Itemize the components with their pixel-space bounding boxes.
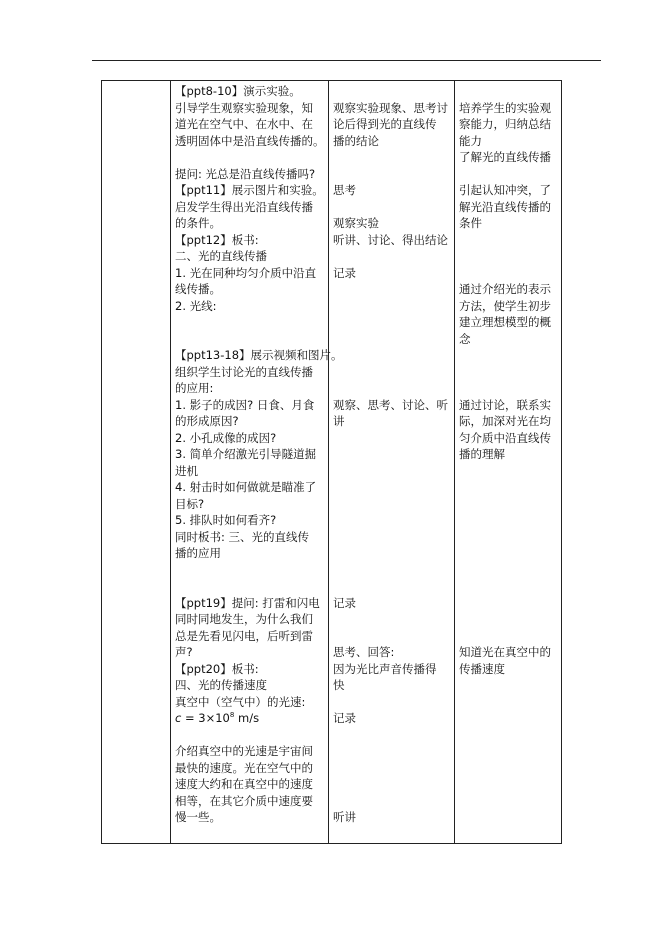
student-text-line: 观察实验	[333, 216, 379, 230]
teacher-text-line: 【ppt19】提问: 打雷和闪电	[175, 595, 320, 610]
intent-text-line	[459, 380, 559, 397]
intent-text-line	[459, 578, 559, 595]
column-divider-1	[170, 81, 171, 843]
teacher-text-line: 相等，在其它介质中速度要	[175, 793, 313, 808]
student-text-line	[333, 496, 455, 513]
teacher-text-line: 提问: 光总是沿直线传播吗?	[175, 166, 316, 181]
student-text-line	[333, 760, 455, 777]
intent-text-line	[459, 364, 559, 381]
intent-text-line: 念	[459, 331, 471, 346]
teacher-text-line	[175, 149, 327, 166]
student-text-line: 记录	[333, 711, 356, 725]
intent-text-line: 方法，使学生初步	[459, 298, 551, 313]
teacher-activity-column	[175, 83, 343, 826]
design-intent-column	[459, 83, 559, 677]
lesson-plan-table	[101, 80, 562, 844]
student-text-line	[333, 529, 455, 546]
intent-text-line	[459, 562, 559, 579]
student-text-line	[333, 512, 455, 529]
student-text-line	[333, 743, 455, 760]
student-text-line: 播的结论	[333, 133, 379, 148]
student-text-line: 思考、回答:	[333, 645, 395, 659]
teacher-text-line: 进机	[175, 463, 198, 478]
student-text-line: 听讲、讨论、得出结论	[333, 232, 448, 247]
intent-text-line: 条件	[459, 216, 482, 230]
student-text-line	[333, 463, 455, 480]
student-text-line	[333, 694, 455, 711]
formula-value: = 3×10	[181, 711, 230, 725]
student-text-line: 观察实验现象、思考讨	[333, 100, 448, 115]
formula-exponent: 8	[229, 711, 235, 719]
student-text-line	[333, 248, 455, 265]
intent-text-line: 匀介质中沿直线传	[459, 430, 551, 445]
intent-text-line: 通过介绍光的表示	[459, 282, 551, 296]
teacher-text-line: 引导学生观察实验现象，知	[175, 100, 313, 115]
student-text-line	[333, 776, 455, 793]
student-text-line	[333, 199, 455, 216]
student-text-line: 因为光比声音传播得	[333, 661, 437, 676]
intent-text-line: 了解光的直线传播	[459, 150, 551, 164]
teacher-text-line: 1. 影子的成因? 日食、月食	[175, 397, 315, 412]
student-text-line: 记录	[333, 265, 356, 280]
teacher-text-line: 2. 小孔成像的成因?	[175, 430, 277, 445]
intent-text-line	[459, 248, 559, 265]
intent-text-line: 能力	[459, 133, 482, 148]
student-text-line	[333, 446, 455, 463]
intent-text-line	[459, 166, 559, 183]
teacher-text-line: 3. 简单介绍激光引导隧道掘	[175, 447, 317, 461]
student-text-line	[333, 727, 455, 744]
teacher-text-line	[175, 331, 327, 348]
student-text-line	[333, 166, 455, 183]
student-text-line: 观察、思考、讨论、听	[333, 397, 448, 412]
student-text-line	[333, 479, 455, 496]
student-text-line	[333, 578, 455, 595]
intent-text-line: 际，加深对光在均	[459, 414, 551, 428]
teacher-text-line: 四、光的传播速度	[175, 678, 267, 692]
intent-text-line: 引起认知冲突，了	[459, 183, 551, 197]
teacher-text-line: 播的应用	[175, 546, 221, 560]
student-text-line: 听讲	[333, 810, 356, 824]
teacher-text-line: 的应用:	[175, 381, 214, 395]
intent-text-line	[459, 611, 559, 628]
teacher-text-line: 【ppt11】展示图片和实验。	[175, 183, 324, 197]
teacher-text-line: 二、光的直线传播	[175, 249, 267, 263]
teacher-text-line: 透明固体中是沿直线传播的。	[175, 133, 325, 148]
teacher-text-line: 总是先看见闪电，后听到雷	[175, 628, 313, 643]
teacher-text-line	[175, 578, 327, 595]
teacher-text-line: 4. 射击时如何做就是瞄准了	[175, 480, 317, 494]
student-text-line	[333, 298, 455, 315]
teacher-text-line: 5. 排队时如何看齐?	[175, 513, 277, 527]
teacher-text-line: 速度大约和在真空中的速度	[175, 777, 313, 791]
teacher-text-line: 线传播。	[175, 282, 221, 296]
intent-text-line: 建立理想模型的概	[459, 315, 551, 329]
teacher-text-line: 道光在空气中、在水中、在	[175, 117, 313, 131]
teacher-text-line: 组织学生讨论光的直线传播	[175, 364, 313, 379]
teacher-text-line: 的条件。	[175, 216, 221, 230]
student-text-line	[333, 562, 455, 579]
intent-text-line	[459, 595, 559, 612]
intent-text-line: 通过讨论，联系实	[459, 397, 551, 412]
teacher-text-line: 的形成原因?	[175, 414, 239, 428]
teacher-text-line: 【ppt13-18】展示视频和图片。	[175, 348, 343, 362]
intent-text-line	[459, 496, 559, 513]
page-header-rule	[92, 60, 601, 61]
teacher-text-line	[175, 562, 327, 579]
student-text-line	[333, 331, 455, 348]
light-speed-formula	[175, 710, 327, 727]
student-text-line: 论后得到光的直线传	[333, 117, 437, 131]
student-text-line	[333, 793, 455, 810]
teacher-text-line: 同时同地发生，为什么我们	[175, 612, 313, 626]
student-text-line	[333, 430, 455, 447]
intent-text-line	[459, 347, 559, 364]
student-text-line: 思考	[333, 183, 356, 197]
intent-text-line: 培养学生的实验观	[459, 100, 551, 115]
intent-text-line	[459, 265, 559, 282]
student-text-line: 快	[333, 678, 345, 692]
student-text-line: 讲	[333, 414, 345, 428]
intent-text-line	[459, 512, 559, 529]
teacher-text-line: 【ppt12】板书:	[175, 232, 259, 247]
intent-text-line	[459, 463, 559, 480]
student-activity-column	[333, 83, 455, 826]
student-text-line	[333, 545, 455, 562]
intent-text-line: 播的理解	[459, 447, 505, 461]
teacher-text-line: 【ppt20】板书:	[175, 661, 259, 676]
column-divider-2	[328, 81, 329, 843]
student-text-line	[333, 347, 455, 364]
student-text-line	[333, 628, 455, 645]
intent-text-line	[459, 545, 559, 562]
teacher-text-line: 慢一些。	[175, 810, 221, 824]
student-text-line	[333, 611, 455, 628]
teacher-text-line	[175, 727, 327, 744]
student-text-line	[333, 149, 455, 166]
intent-text-line: 知道光在真空中的	[459, 645, 551, 659]
teacher-text-line: 同时板书: 三、光的直线传	[175, 529, 310, 544]
teacher-text-line: 1. 光在同种均匀介质中沿直	[175, 265, 317, 280]
intent-text-line: 解光沿直线传播的	[459, 199, 551, 214]
intent-text-line: 察能力，归纳总结	[459, 117, 551, 131]
student-text-line	[333, 314, 455, 331]
formula-symbol: c	[175, 711, 182, 725]
intent-text-line	[459, 529, 559, 546]
teacher-text-line: 介绍真空中的光速是宇宙间	[175, 744, 313, 758]
intent-text-line	[459, 479, 559, 496]
intent-text-line: 传播速度	[459, 661, 505, 676]
formula-unit: m/s	[234, 711, 260, 725]
teacher-text-line: 启发学生得出光沿直线传播	[175, 199, 313, 214]
student-text-line	[333, 83, 455, 100]
intent-text-line	[459, 628, 559, 645]
student-text-line	[333, 380, 455, 397]
student-text-line: 记录	[333, 595, 356, 610]
teacher-text-line: 2. 光线:	[175, 298, 217, 313]
student-text-line	[333, 364, 455, 381]
teacher-text-line: 声?	[175, 645, 193, 659]
intent-text-line	[459, 83, 559, 100]
intent-text-line	[459, 232, 559, 249]
teacher-text-line	[175, 314, 327, 331]
teacher-text-line: 真空中（空气中）的光速:	[175, 694, 306, 709]
teacher-text-line: 最快的速度。光在空气中的	[175, 760, 313, 775]
teacher-text-line: 目标?	[175, 496, 205, 511]
teacher-text-line: 【ppt8-10】演示实验。	[175, 84, 301, 98]
student-text-line	[333, 281, 455, 298]
